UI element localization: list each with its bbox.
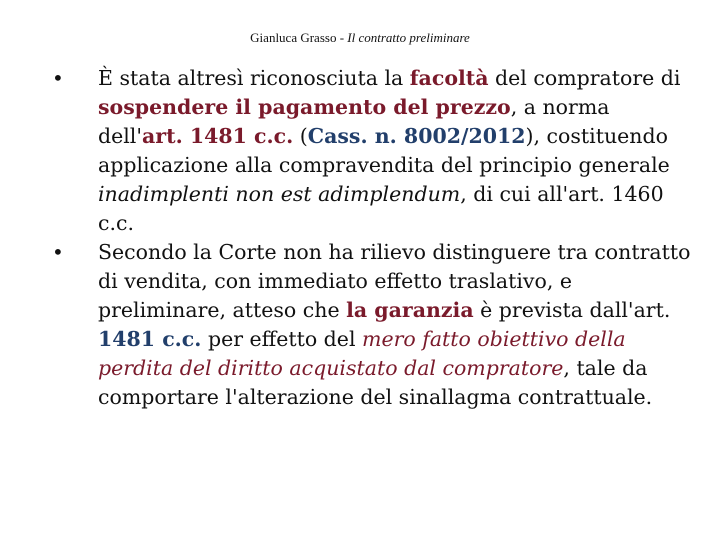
text-segment: mero fatto obiettivo della perdita del diritto acquistato dal compratore	[98, 327, 626, 380]
text-segment: facoltà	[409, 66, 489, 90]
bullet-marker: •	[52, 66, 64, 90]
text-segment: , di cui all'art. 1460 c.c.	[98, 182, 664, 235]
text-segment: inadimplenti non est adimplendum	[98, 182, 461, 206]
text-segment: sospendere il pagamento del prezzo	[98, 95, 511, 119]
text-segment: 1481 c.c.	[98, 327, 202, 351]
text-segment: ), costituendo applicazione alla compravendita del principio generale	[98, 124, 670, 177]
text-segment: , tale da comportare l'alterazione del sinallagma contrattuale.	[98, 356, 653, 409]
text-segment: per effetto del	[201, 327, 363, 351]
slide-header	[0, 30, 720, 46]
bullet-marker: •	[52, 240, 64, 264]
bullet-item-2	[52, 238, 692, 412]
text-segment: , a norma dell'	[98, 95, 610, 148]
text-segment: è prevista dall'art.	[473, 298, 671, 322]
text-segment: art. 1481 c.c.	[142, 124, 294, 148]
text-segment: Secondo la Corte non ha rilievo distinguere tra contratto di vendita, con immediato effetto traslativo, e preliminare, atteso che	[98, 240, 691, 322]
header-title: Il contratto preliminare	[347, 30, 470, 45]
text-segment: (	[293, 124, 308, 148]
bullet-list	[52, 64, 692, 412]
text-segment: Cass. n. 8002/2012	[307, 124, 526, 148]
header-author: Gianluca Grasso -	[250, 30, 348, 45]
text-segment: È stata altresì riconosciuta la	[98, 66, 410, 90]
bullet-item-1	[52, 64, 692, 238]
text-segment: del compratore di	[488, 66, 681, 90]
text-segment: la garanzia	[346, 298, 474, 322]
